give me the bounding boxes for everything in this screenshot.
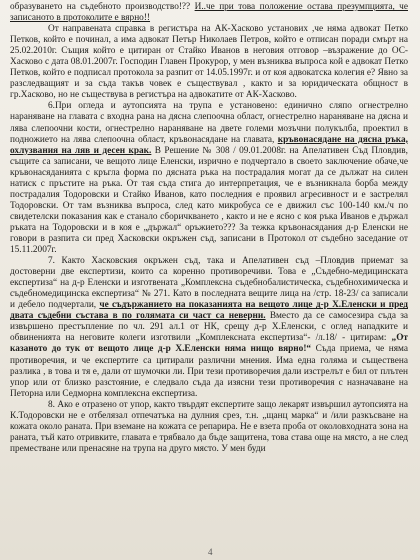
paragraph-8-close-range: [10, 400, 408, 455]
text-run: От направената справка в регистъра на АК-Хасково установих ,че няма адвокат Петко Петков, който е починал, а има адвокат Петър Николаев Петров, който е отписан поради смърт на 25.02.2010г. Същия който е цитиран от Стайко Иванов в неговия отговор –възражение до ОС-Хасково с дата 08.01.2007г. Господин Главен Прокурор, у мен възниква въпроса кой е адвокат Петко Петков, който е подписал протокола за разпит от 14.05.1997г. и от коя адвокатска колегия е? Явно за разследващият и за съда такъв човек е съществувал , както и за юридическата общност в гр.Хасково, но не съществува в регистъра на адвокатите от АК-Хасково.: [10, 24, 408, 101]
text-run: 7. Както Хасковския окръжен съд, така и Апелативен съд –Пловдив приемат за достоверни две експертизи, които са коренно противоречиви. Това е „Съдебно-медицинската експертиза“ на д-р Еленски и изготвената „Комплексна съдебнобалистическа, съдебнохимическа и съдебномедицинска експертиза“ № 271. Като в последната вещите лица на /стр. 18-23/ са записали и дебело подчертали,: [10, 256, 408, 311]
text-run: „От казаното до тук от вещото лице д-р Х.Еленски няма нищо вярно!“: [10, 333, 408, 355]
text-run: 8. Ако е отразено от упор, както твърдят експертите защо лекарят извършил аутопсията на К.Тодоровски не е отбелязал отпечатъка на дулния срез, т.н. „щанц марка“ и /или разкъсване на кожата около раната. При вземане на кожата се репарира. Не е взета проба от околовходната зона на раната, тъй като отривките, главата е трябвало да бъде защитена, това става още на място, а не след преместване или пренасяне на трупа на друго място. У мен буди: [10, 399, 408, 454]
paragraph-lawyer-registry: [10, 24, 408, 101]
text-run: кръвонасядане на дясна ръка, охлузвания на ляв и десен крак.: [10, 134, 408, 156]
text-run: образуването на съдебното производство!??: [10, 2, 195, 12]
text-run: че съдържанието на показанията на вещото лице д-р Х.Еленски и пред двата съдебни състава в по голямата си част са неверни.: [10, 300, 408, 322]
text-run: И..че при това положение остава презумпцията, че записаното в протоколите е вярно!!: [10, 2, 408, 24]
paragraph-intro: [10, 2, 408, 24]
text-run: 6.При огледа и аутопсията на трупа е установено: единично сляпо огнестрелно нараняване на главата с входна рана на дясна слепоочна област, огнестрелно нараняване на дясна и лява слепоочни кости, огнестрелно нараняване на двете големи мозъчни полукълба, проектил в подножието на лява слепоочна област, кръвонасядане на главата,: [10, 101, 408, 145]
text-run: Вместо да се самосезира съда за извършено престъпление по чл. 291 ал.1 от НК, срещу д-р Х.Еленски, с оглед нападките и обвиненията на неговите колеги изготвили „Комплексната експертиза“- /л.18/ - цитирам:: [10, 311, 408, 344]
paragraph-6-autopsy: [10, 101, 408, 256]
text-run: Съда приема, че няма противоречия, и че експертите са цитирали различни мнения. Има една голяма и съществена разлика , в това и тя е, дали от шумочки ли. При тези противоречия дали изстрелът е бил от плътен упор или от близко разстояние, е следвало съда да изясни тези противоречия с назначаване на Петорна или Седморна комплексна експертиза.: [10, 344, 408, 399]
page-number: 4: [208, 546, 213, 557]
text-run: В Решение № 308 / 09.01.2008г. на Апелативен Съд Пловдив, същите са записани, че вещото лице Еленски, изрично е подчертало в своето заключение обаче,че кръвонасяданията с кръгла форма по дясната ръка на пострадалия могат да се дължат на силен натиск с пръстите на ръка. От тая съда стига до интерпретация, че е възникнала борба между пострадалия Тодоровски и Стайко Иванов, като последния е проявил агресивност и е застрелял Тодоровски. От там възниква въпроса, след като микробуса се е движил със 100-140 км./ч по свидетелски показания как е станало сборичкването , както и не е ясно с коя ръка Иванов е държал ръката на Тодоровски и в коя е „държал“ оръжието??? За тежка кръвонасядания д-р Еленски не говори в разпита си пред Хасковски окръжен съд, записани в Протокол от съдебно заседание от 15.11.2007г.: [10, 145, 408, 256]
paragraph-7-expertises: [10, 256, 408, 400]
